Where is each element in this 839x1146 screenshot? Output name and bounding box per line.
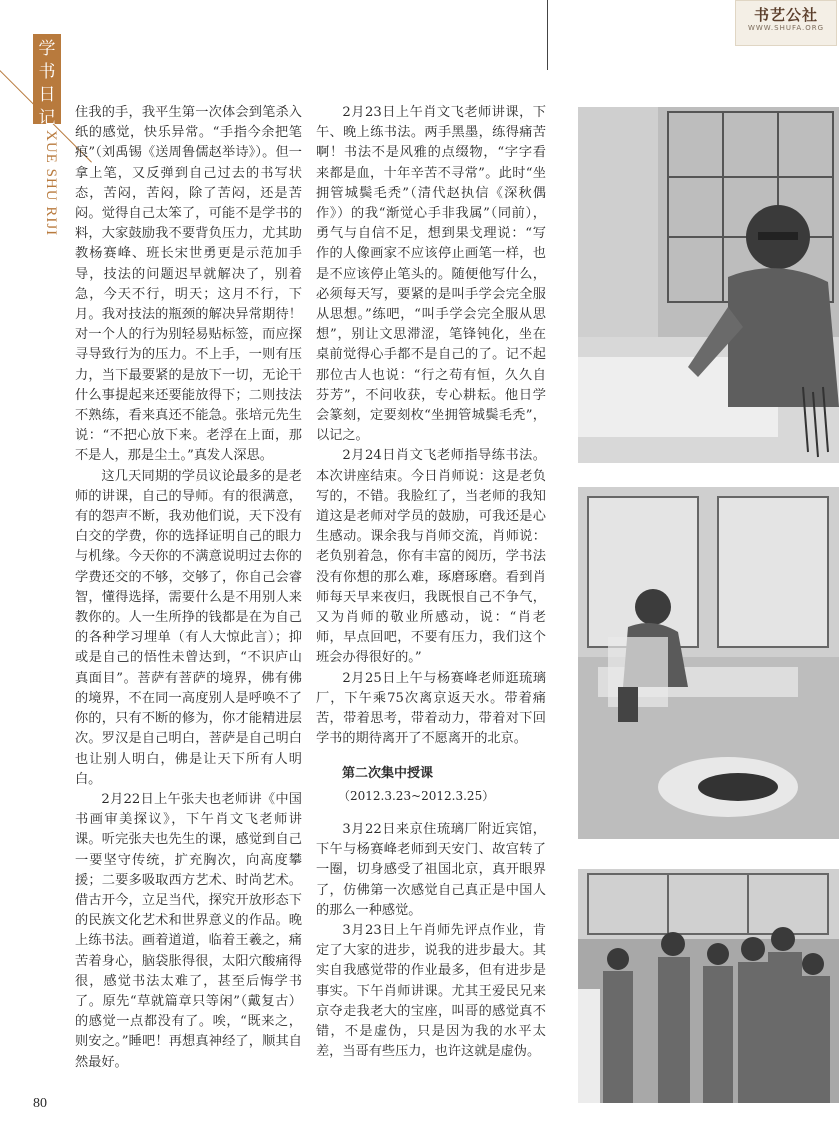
watermark-logo [735,0,837,46]
photo-man-writing-calligraphy [578,107,839,463]
page-number: 80 [33,1096,47,1111]
section-english: XUE SHU RIJI [43,130,59,237]
paragraph: 住我的手，我平生第一次体会到笔杀入纸的感觉，快乐异常。“手指今余把笔痕”（刘禹锡《送周鲁儒赵举诗》）。但一拿上笔，又反弹到自己过去的书写状态，苦闷，苦闷，除了苦闷，还是苦闷。觉得自己太笨了，可能不是学书的料，大家鼓励我不要背负压力，尤其助教杨赛峰、班长宋世勇更是示范加手导，技法的问题迟早就解决了，别着急，今天不行，明天；这月不行，下月。我对技法的瓶颈的解决异常期待！对一个人的行为别轻易贴标签，而应探寻导致行为的压力。不上手，一则有压力，当下最要紧的是放下一切，无论干什么事提起来还要能放得下；二则技法不熟练，看来真还不能急。张培元先生说：“不把心放下来。老浮在上面，那不是人，那是尘土。”真发人深思。 [75,105,302,464]
paragraph: 3月23日上午肖师先评点作业，肯定了大家的进步，说我的进步最大。其实自我感觉带的作业最多，但有进步是事实。下午肖师讲课。尤其王爱民兄来京夺走我老大的宝座，叫哥的感觉真不错，不是虚伪，只是因为我的水平太差，当哥有些压力，也许这就是虚伪。 [316,922,546,1060]
paragraph: 2月23日上午肖文飞老师讲课，下午、晚上练书法。两手黑墨，练得痛苦啊！书法不是风雅的点缀物，“字字看来都是血，十年辛苦不寻常”。此时“坐拥管城鬓毛秃”（清代赵执信《深秋偶作》）的我“渐觉心手非我属”（同前），勇气与自信不足，想到果戈理说：“写作的人像画家不应该停止画笔一样，也是不应该停止笔头的。随便他写什么，必须每天写，要紧的是叫手学会完全服从思想。”练吧，“叫手学会完全服从思想”，别让文思滞涩，笔锋钝化，坐在桌前觉得心手都不是自己的了。记不起那位古人也说：“行之苟有恒，久久自芬芳”，不问收获，专心耕耘。他日学会篆刻，定要刻枚“坐拥管城鬓毛秃”，以记之。 [316,105,546,444]
paragraph: 3月22日来京住琉璃厂附近宾馆，下午与杨赛峰老师到天安门、故宫转了一圈，切身感受了祖国北京，真开眼界了，仿佛第一次感觉自己真正是中国人的那么一种感觉。 [316,821,546,918]
watermark-title: 书艺公社 [753,6,818,24]
paragraph: 2月22日上午张夫也老师讲《中国书画审美探议》，下午肖文飞老师讲课。听完张夫也先生的课，感觉到自己一要坚守传统，扩充胸次，向高度攀援；二要多吸取西方艺术、时尚艺术。借古开今，立足当代，探究开放形态下的民族文化艺术和世界意义的作品。晚上练书法。画着道道，临着王羲之，痛苦着身心，脑袋胀得很，太阳穴酸痛得很，感觉书法太难了，甚至后悔学书了。原先“草就篇章只等闲”（戴复古）的感觉一点都没有了。唉，“既来之，则安之。”睡吧！再想真神经了，顺其自然最好。 [75,791,302,1070]
watermark-url: WWW.SHUFA.ORG [747,24,825,32]
photo-classroom-practice [578,487,839,839]
text-column-left [75,103,302,1073]
paragraph: 2月25日上午与杨赛峰老师逛琉璃厂，下午乘75次离京返天水。带着痛苦，带着思考，带着动力，带着对下回学书的期待离开了不愿离开的北京。 [316,670,546,747]
paragraph: 这几天同期的学员议论最多的是老师的讲课，自己的导师。有的很满意，有的怨声不断，我劝他们说，天下没有白交的学费，你的选择证明自己的眼力与机缘。今天你的不满意说明过去你的学费还交的不够，交够了，你自己会睿智，懂得选择，需要什么是不用别人来教你的。人一生所挣的钱都是在为自己的各种学习埋单（有人大惊此言）；抑或是自己的悟性未曾达到，“不识庐山真面目”。菩萨有菩萨的境界，佛有佛的境界，不在同一高度别人是呼唤不了你的，只有不断的修为，你才能精进层次。罗汉是自己明白，菩萨是自己明白也让别人明白，佛是让天下所有人明白。 [75,468,302,787]
section-date: （2012.3.23~2012.3.25） [338,788,495,803]
section-heading: 第二次集中授课 [342,765,434,781]
photo-group-viewing [578,869,839,1103]
column-divider [547,0,548,70]
section-badge: 学书日记 [33,34,61,124]
text-column-middle [316,103,546,1062]
paragraph: 2月24日肖文飞老师指导练书法。本次讲座结束。今日肖师说：这是老负写的，不错。我脸红了，当老师的我知道这是老师对学员的鼓励，可我还是心生感动。课余我与肖师交流，肖师说：老负别着急，你有丰富的阅历，学书法没有你想的那么难，琢磨琢磨。看到肖师每天早来夜归，我既恨自己不争气，又为肖师的敬业所感动，说：“肖老师，早点回吧，不要有压力，我们这个班会办得很好的。” [316,448,546,666]
